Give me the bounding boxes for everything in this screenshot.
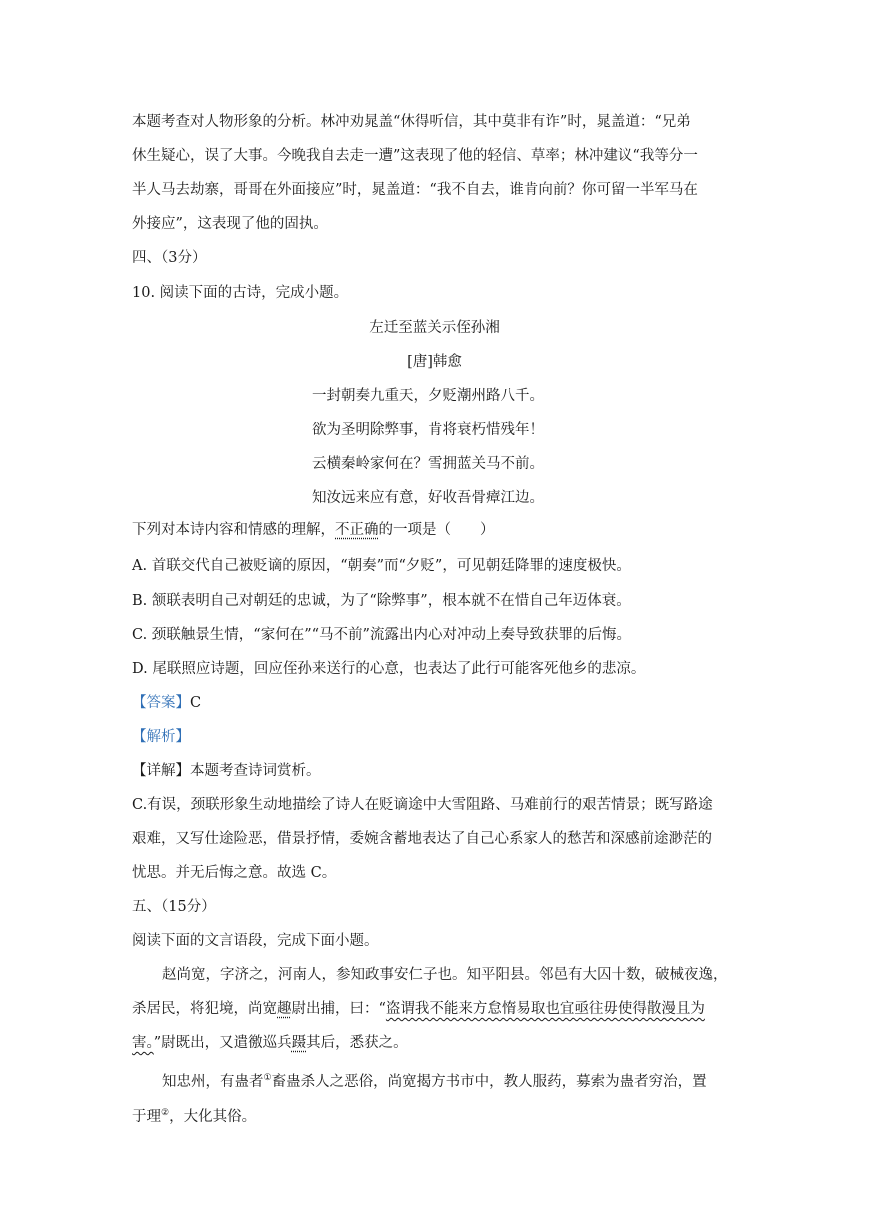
option-d: D. 尾联照应诗题，回应侄孙来送行的心意，也表达了此行可能客死他乡的悲凉。 [132,661,646,677]
explanation-line-1: C.有误，颈联形象生动地描绘了诗人在贬谪途中大雪阻路、马难前行的艰苦情景；既写路途 [132,797,713,813]
analysis-label: 【解析】 [132,729,190,745]
option-c: C. 颈联触景生情，“家何在”“马不前”流露出内心对冲动上奏导致获罪的后悔。 [132,627,631,643]
poem-line-2: 欲为圣明除弊事，肯将衰朽惜残年！ [312,422,544,438]
analysis-text-line-1: 本题考查对人物形象的分析。林冲劝晁盖“休得听信，其中莫非有诈”时，晁盖道：“兄弟 [132,114,691,130]
analysis-text-line-4: 外接应”，这表现了他的固执。 [132,216,328,232]
passage-p1-l3-a: ”尉既出，又遣徼巡兵 [153,1035,292,1051]
question-prompt [132,520,495,540]
question-prompt-suffix: 的一项是（ ） [378,522,495,538]
passage-p1-line-3 [132,1033,408,1053]
passage-p2-l2-b: ，大化其俗。 [169,1109,257,1125]
answer-value: C [190,695,202,711]
section-5-heading: 五、（15分） [132,899,216,915]
keyword-qu: 趣 [277,1001,292,1017]
poem-line-3: 云横秦岭家何在？雪拥蓝关马不前。 [312,456,544,472]
passage-p1-l2-c: 尉出捕，曰：“ [291,1001,386,1017]
passage-p1-line-2 [132,999,705,1019]
keyword-nie: 蹑 [291,1035,307,1051]
wavy-underlined-sentence-part-2: 害。 [132,1035,154,1051]
section-4-heading: 四、（3分） [132,250,207,266]
option-a: A. 首联交代自己被贬谪的原因，“朝奏”而“夕贬”，可见朝廷降罪的速度极快。 [132,558,631,574]
poem-author: [唐]韩愈 [407,354,462,370]
question-prompt-prefix: 下列对本诗内容和情感的理解， [132,522,335,538]
poem-line-4: 知汝远来应有意，好收吾骨瘴江边。 [312,490,544,506]
explanation-line-2: 艰难，又写仕途险恶，借景抒情，委婉含蓄地表达了自己心系家人的愁苦和深感前途渺茫的 [132,831,712,847]
section-5-stem: 阅读下面的文言语段，完成下面小题。 [132,933,379,949]
wavy-underlined-sentence-part-1: 盗谓我不能来方怠惰易取也宜亟往毋使得散漫且为 [385,1001,705,1017]
passage-p1-l3-c: 其后，悉获之。 [306,1035,408,1051]
footnote-marker-2: ② [161,1108,170,1118]
answer-line [132,693,201,713]
footnote-marker-1: ① [263,1073,272,1083]
detail-line: 【详解】本题考查诗词赏析。 [132,763,321,779]
passage-p2-l2-a: 于理 [132,1109,161,1125]
answer-label: 【答案】 [132,695,190,711]
passage-p2-line-2 [132,1103,256,1127]
passage-p2-l1-a: 知忠州，有蛊者 [162,1074,264,1090]
question-prompt-emphasis: 不正确 [335,522,379,538]
passage-p2-l1-b: 畜蛊杀人之恶俗，尚宽揭方书市中，教人服药，募索为蛊者穷治，置 [271,1074,707,1090]
question-10-stem: 10. 阅读下面的古诗，完成小题。 [132,285,349,301]
analysis-text-line-3: 半人马去劫寨，哥哥在外面接应”时，晁盖道：“我不自去，谁肯向前？你可留一半军马在 [132,182,698,198]
analysis-text-line-2: 休生疑心，误了大事。今晚我自去走一遭”这表现了他的轻信、草率；林冲建议“我等分一 [132,148,698,164]
poem-title: 左迁至蓝关示侄孙湘 [369,320,500,336]
poem-line-1: 一封朝奏九重天，夕贬潮州路八千。 [312,388,544,404]
explanation-line-3: 忧思。并无后悔之意。故选 C。 [132,865,337,881]
option-b: B. 颔联表明自己对朝廷的忠诚，为了“除弊事”，根本就不在惜自己年迈体衰。 [132,593,631,609]
passage-p2-line-1 [162,1068,707,1092]
passage-p1-line-1: 赵尚宽，字济之，河南人，参知政事安仁子也。知平阳县。邻邑有大囚十数，破械夜逸， [162,967,728,983]
passage-p1-l2-a: 杀居民，将犯境，尚宽 [132,1001,277,1017]
